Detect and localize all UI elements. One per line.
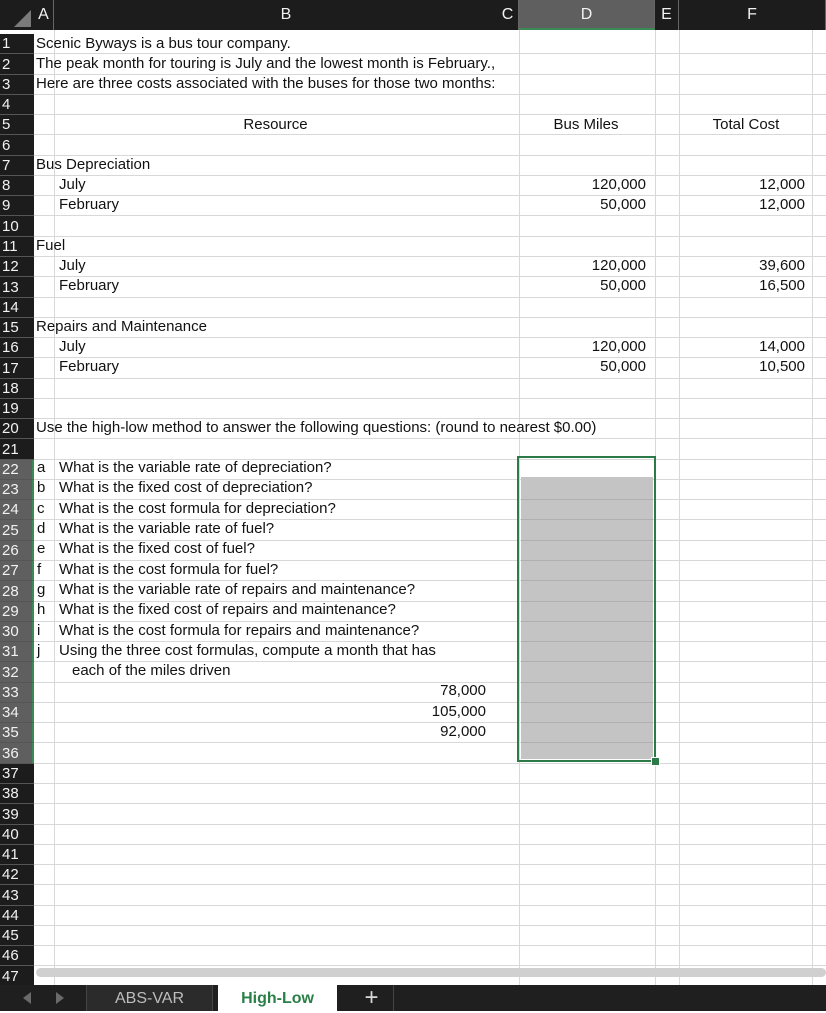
horizontal-scrollbar[interactable] bbox=[36, 968, 826, 977]
column-header-f[interactable]: F bbox=[679, 0, 826, 30]
cell-a3[interactable]: Here are three costs associated with the buses for those two months: bbox=[36, 75, 496, 92]
row-header-19[interactable]: 19 bbox=[0, 399, 34, 419]
row-header-39[interactable]: 39 bbox=[0, 804, 34, 825]
row-header-27[interactable]: 27 bbox=[0, 561, 34, 581]
row-header-21[interactable]: 21 bbox=[0, 439, 34, 460]
tab-scroll-right-icon[interactable] bbox=[56, 992, 64, 1004]
row-header-10[interactable]: 10 bbox=[0, 216, 34, 237]
cell-b23[interactable]: What is the fixed cost of depreciation? bbox=[59, 479, 313, 496]
cell-a20[interactable]: Use the high-low method to answer the following questions: (round to nearest $0.00) bbox=[36, 419, 597, 436]
cell-a28[interactable]: g bbox=[37, 581, 46, 598]
cell-b16[interactable]: July bbox=[59, 338, 86, 355]
cell-b9[interactable]: February bbox=[59, 196, 120, 213]
cell-b22[interactable]: What is the variable rate of depreciation? bbox=[59, 459, 332, 476]
gridline-row-46 bbox=[34, 965, 826, 966]
tab-scroll-left-icon[interactable] bbox=[23, 992, 31, 1004]
cell-d13[interactable]: 50,000 bbox=[600, 277, 646, 294]
row-header-4[interactable]: 4 bbox=[0, 95, 34, 115]
cell-d16[interactable]: 120,000 bbox=[591, 338, 646, 355]
gridline-row-43 bbox=[34, 905, 826, 906]
row-header-24[interactable]: 24 bbox=[0, 500, 34, 520]
selection-range-d22-d36[interactable] bbox=[517, 456, 656, 762]
row-header-30[interactable]: 30 bbox=[0, 622, 34, 642]
cell-a2[interactable]: The peak month for touring is July and the lowest month is February., bbox=[36, 55, 496, 72]
cell-f8[interactable]: 12,000 bbox=[759, 176, 805, 193]
row-header-35[interactable]: 35 bbox=[0, 723, 34, 743]
gridline-row-3 bbox=[34, 94, 826, 95]
row-header-7[interactable]: 7 bbox=[0, 156, 34, 176]
gridline-row-41 bbox=[34, 864, 826, 865]
cell-b8[interactable]: July bbox=[59, 176, 86, 193]
cell-a11[interactable]: Fuel bbox=[36, 237, 66, 254]
gridline-row-39 bbox=[34, 824, 826, 825]
gridline-column bbox=[812, 30, 813, 985]
gridline-row-45 bbox=[34, 945, 826, 946]
gridline-row-35 bbox=[34, 742, 826, 743]
cell-a24[interactable]: c bbox=[37, 500, 45, 517]
cell-b12[interactable]: July bbox=[59, 257, 86, 274]
select-all-corner[interactable] bbox=[0, 0, 34, 30]
cell-a26[interactable]: e bbox=[37, 540, 46, 557]
row-header-43[interactable]: 43 bbox=[0, 885, 34, 906]
row-header-26[interactable]: 26 bbox=[0, 541, 34, 561]
gridline-row-38 bbox=[34, 803, 826, 804]
row-header-8[interactable]: 8 bbox=[0, 176, 34, 196]
gridline-row-42 bbox=[34, 884, 826, 885]
gridline-row-40 bbox=[34, 844, 826, 845]
cell-d12[interactable]: 120,000 bbox=[591, 257, 646, 274]
row-header-37[interactable]: 37 bbox=[0, 764, 34, 784]
row-header-18[interactable]: 18 bbox=[0, 379, 34, 399]
gridline-row-36 bbox=[34, 763, 826, 764]
row-header-42[interactable]: 42 bbox=[0, 865, 34, 885]
row-header-17[interactable]: 17 bbox=[0, 358, 34, 379]
row-header-33[interactable]: 33 bbox=[0, 683, 34, 703]
cell-b33[interactable]: 78,000 bbox=[440, 682, 486, 699]
cell-b31[interactable]: Using the three cost formulas, compute a month that has bbox=[59, 642, 436, 659]
gridline-row-18 bbox=[34, 398, 826, 399]
gridline-row-13 bbox=[34, 297, 826, 298]
row-header-6[interactable]: 6 bbox=[0, 135, 34, 156]
cell-b29[interactable]: What is the fixed cost of repairs and maintenance? bbox=[59, 601, 396, 618]
row-header-29[interactable]: 29 bbox=[0, 602, 34, 622]
cell-b26[interactable]: What is the fixed cost of fuel? bbox=[59, 540, 255, 557]
cell-a29[interactable]: h bbox=[37, 601, 46, 618]
cell-d5[interactable]: Bus Miles bbox=[553, 116, 619, 133]
row-header-3[interactable]: 3 bbox=[0, 75, 34, 95]
cell-a25[interactable]: d bbox=[37, 520, 46, 537]
row-header-2[interactable]: 2 bbox=[0, 54, 34, 75]
row-header-22[interactable]: 22 bbox=[0, 460, 34, 480]
cell-b30[interactable]: What is the cost formula for repairs and maintenance? bbox=[59, 622, 420, 639]
cell-a7[interactable]: Bus Depreciation bbox=[36, 156, 151, 173]
row-header-25[interactable]: 25 bbox=[0, 520, 34, 541]
cell-b5[interactable]: Resource bbox=[243, 116, 308, 133]
row-header-16[interactable]: 16 bbox=[0, 338, 34, 358]
cell-f9[interactable]: 12,000 bbox=[759, 196, 805, 213]
cell-b17[interactable]: February bbox=[59, 358, 120, 375]
cell-a15[interactable]: Repairs and Maintenance bbox=[36, 318, 207, 335]
cell-b13[interactable]: February bbox=[59, 277, 120, 294]
gridline-row-37 bbox=[34, 783, 826, 784]
fill-handle[interactable] bbox=[651, 757, 660, 766]
row-header-1[interactable]: 1 bbox=[0, 34, 34, 54]
row-header-32[interactable]: 32 bbox=[0, 662, 34, 683]
row-header-14[interactable]: 14 bbox=[0, 298, 34, 318]
cell-f13[interactable]: 16,500 bbox=[759, 277, 805, 294]
gridline-row-9 bbox=[34, 215, 826, 216]
cell-a27[interactable]: f bbox=[37, 561, 42, 578]
cell-b25[interactable]: What is the variable rate of fuel? bbox=[59, 520, 275, 537]
cell-b28[interactable]: What is the variable rate of repairs and maintenance? bbox=[59, 581, 416, 598]
gridline-row-44 bbox=[34, 925, 826, 926]
cell-b32[interactable]: each of the miles driven bbox=[72, 662, 231, 679]
cell-b35[interactable]: 92,000 bbox=[440, 723, 486, 740]
cell-f5[interactable]: Total Cost bbox=[712, 116, 780, 133]
row-header-44[interactable]: 44 bbox=[0, 906, 34, 926]
row-header-47[interactable]: 47 bbox=[0, 966, 34, 985]
row-header-20[interactable]: 20 bbox=[0, 419, 34, 439]
cell-f12[interactable]: 39,600 bbox=[759, 257, 805, 274]
cell-a30[interactable]: i bbox=[37, 622, 41, 639]
cell-d8[interactable]: 120,000 bbox=[591, 176, 646, 193]
tab-high-low[interactable]: High-Low bbox=[218, 985, 337, 1011]
row-header-41[interactable]: 41 bbox=[0, 845, 34, 865]
sheet-tab-bar bbox=[0, 985, 826, 1011]
row-header-31[interactable]: 31 bbox=[0, 642, 34, 662]
row-header-46[interactable]: 46 bbox=[0, 946, 34, 966]
tab-abs-var[interactable]: ABS-VAR bbox=[86, 985, 213, 1011]
row-header-9[interactable]: 9 bbox=[0, 196, 34, 216]
column-header-a[interactable]: A bbox=[34, 0, 54, 30]
gridline-row-20 bbox=[34, 438, 826, 439]
cell-d17[interactable]: 50,000 bbox=[600, 358, 646, 375]
gridline-row-17 bbox=[34, 378, 826, 379]
column-header-e[interactable]: E bbox=[655, 0, 679, 30]
row-header-5[interactable]: 5 bbox=[0, 115, 34, 135]
row-header-45[interactable]: 45 bbox=[0, 926, 34, 946]
cell-b27[interactable]: What is the cost formula for fuel? bbox=[59, 561, 279, 578]
cell-b24[interactable]: What is the cost formula for depreciation? bbox=[59, 500, 336, 517]
row-header-34[interactable]: 34 bbox=[0, 703, 34, 723]
gridline-column bbox=[679, 30, 680, 985]
row-header-36[interactable]: 36 bbox=[0, 743, 34, 764]
row-header-11[interactable]: 11 bbox=[0, 237, 34, 257]
cell-d9[interactable]: 50,000 bbox=[600, 196, 646, 213]
row-header-38[interactable]: 38 bbox=[0, 784, 34, 804]
column-header-d[interactable]: D bbox=[519, 0, 655, 30]
cell-a23[interactable]: b bbox=[37, 479, 46, 496]
row-header-28[interactable]: 28 bbox=[0, 581, 34, 602]
cell-a22[interactable]: a bbox=[37, 459, 46, 476]
gridline-row-6 bbox=[34, 155, 826, 156]
row-header-40[interactable]: 40 bbox=[0, 825, 34, 845]
row-header-23[interactable]: 23 bbox=[0, 480, 34, 500]
cell-f16[interactable]: 14,000 bbox=[759, 338, 805, 355]
row-header-15[interactable]: 15 bbox=[0, 318, 34, 338]
row-header-12[interactable]: 12 bbox=[0, 257, 34, 277]
cell-b34[interactable]: 105,000 bbox=[431, 703, 486, 720]
column-header-b[interactable]: B bbox=[54, 0, 519, 30]
cell-a1[interactable]: Scenic Byways is a bus tour company. bbox=[36, 35, 291, 52]
gridline-row-10 bbox=[34, 236, 826, 237]
cell-f17[interactable]: 10,500 bbox=[759, 358, 805, 375]
row-header-13[interactable]: 13 bbox=[0, 277, 34, 298]
column-header-c[interactable]: C bbox=[497, 0, 519, 30]
cell-a31[interactable]: j bbox=[37, 642, 41, 659]
add-sheet-button[interactable]: + bbox=[350, 985, 394, 1011]
